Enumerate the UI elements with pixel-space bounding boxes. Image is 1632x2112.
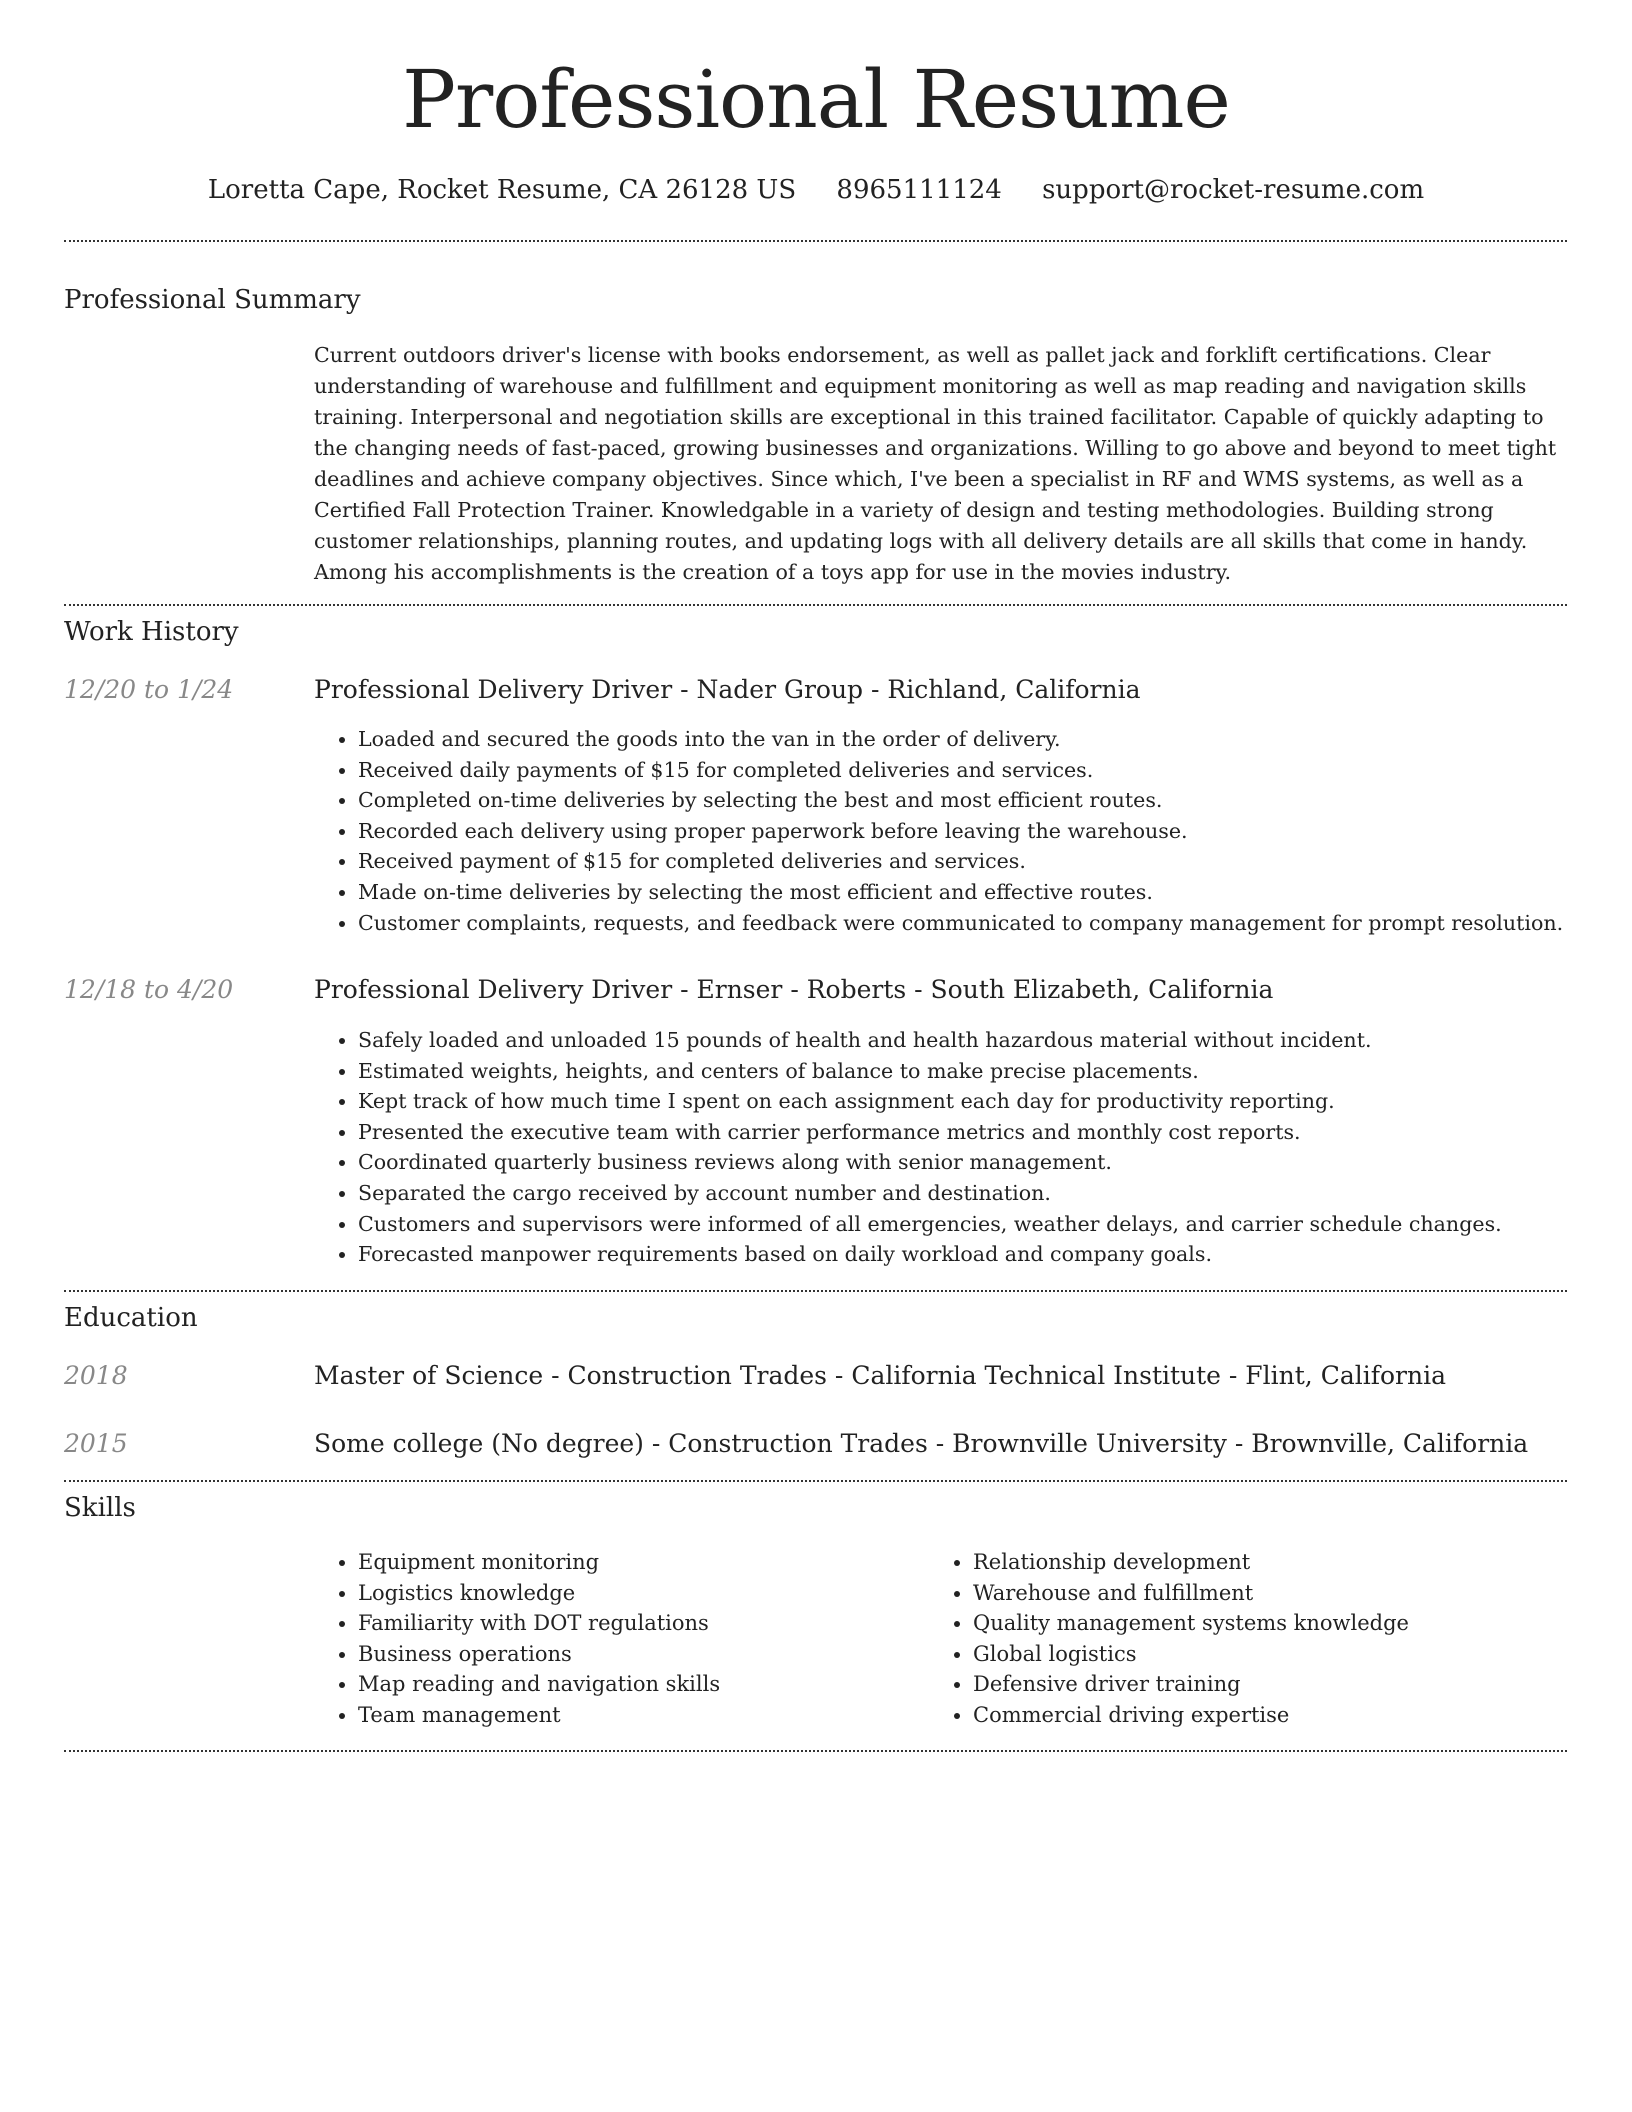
skills-list-left bbox=[314, 1547, 720, 1731]
list-item: • Presented the executive team with carrier performance metrics and monthly cost reports. bbox=[358, 1117, 1502, 1148]
list-item: • Received daily payments of $15 for completed deliveries and services. bbox=[358, 755, 1563, 786]
education-entry: Master of Science - Construction Trades - California Technical Institute - Flint, California bbox=[314, 1361, 1446, 1390]
list-item: • Completed on-time deliveries by selecting the best and most efficient routes. bbox=[358, 785, 1563, 816]
list-item: • Relationship development bbox=[973, 1547, 1409, 1578]
job-bullet-list bbox=[314, 724, 1563, 938]
list-item: • Coordinated quarterly business reviews along with senior management. bbox=[358, 1147, 1502, 1178]
list-item: • Received payment of $15 for completed deliveries and services. bbox=[358, 846, 1563, 877]
list-item: • Forecasted manpower requirements based on daily workload and company goals. bbox=[358, 1239, 1502, 1270]
divider bbox=[64, 1290, 1567, 1292]
list-item: • Separated the cargo received by account number and destination. bbox=[358, 1178, 1502, 1209]
job-dates: 12/20 to 1/24 bbox=[64, 675, 234, 704]
education-year: 2015 bbox=[64, 1429, 128, 1458]
job-title: Professional Delivery Driver - Ernser - Roberts - South Elizabeth, California bbox=[314, 975, 1274, 1004]
list-item: • Equipment monitoring bbox=[358, 1547, 720, 1578]
summary-heading: Professional Summary bbox=[64, 285, 361, 315]
contact-phone: 8965111124 bbox=[836, 175, 1002, 205]
list-item: • Business operations bbox=[358, 1639, 720, 1670]
work-history-heading: Work History bbox=[64, 617, 239, 647]
list-item: • Map reading and navigation skills bbox=[358, 1669, 720, 1700]
page-title: Professional Resume bbox=[402, 53, 1230, 146]
list-item: • Global logistics bbox=[973, 1639, 1409, 1670]
contact-email: support@rocket-resume.com bbox=[1042, 175, 1425, 205]
list-item: • Familiarity with DOT regulations bbox=[358, 1608, 720, 1639]
list-item: • Logistics knowledge bbox=[358, 1578, 720, 1609]
skills-list-right bbox=[929, 1547, 1409, 1731]
job-dates: 12/18 to 4/20 bbox=[64, 975, 234, 1004]
list-item: • Safely loaded and unloaded 15 pounds of health and health hazardous material without incident. bbox=[358, 1025, 1502, 1056]
list-item: • Loaded and secured the goods into the van in the order of delivery. bbox=[358, 724, 1563, 755]
list-item: • Kept track of how much time I spent on each assignment each day for productivity reporting. bbox=[358, 1086, 1502, 1117]
education-year: 2018 bbox=[64, 1361, 128, 1390]
divider bbox=[64, 604, 1567, 606]
list-item: • Warehouse and fulfillment bbox=[973, 1578, 1409, 1609]
list-item: • Customers and supervisors were informed of all emergencies, weather delays, and carrier schedule changes. bbox=[358, 1209, 1502, 1240]
divider bbox=[64, 1480, 1567, 1482]
list-item: • Estimated weights, heights, and centers of balance to make precise placements. bbox=[358, 1056, 1502, 1087]
job-title: Professional Delivery Driver - Nader Group - Richland, California bbox=[314, 675, 1141, 704]
list-item: • Commercial driving expertise bbox=[973, 1700, 1409, 1731]
list-item: • Quality management systems knowledge bbox=[973, 1608, 1409, 1639]
list-item: • Recorded each delivery using proper paperwork before leaving the warehouse. bbox=[358, 816, 1563, 847]
education-entry: Some college (No degree) - Construction Trades - Brownville University - Brownville, California bbox=[314, 1429, 1529, 1458]
contact-line bbox=[0, 170, 1632, 210]
contact-address: Loretta Cape, Rocket Resume, CA 26128 US bbox=[207, 175, 797, 205]
divider bbox=[64, 1750, 1567, 1752]
education-heading: Education bbox=[64, 1303, 198, 1333]
list-item: • Team management bbox=[358, 1700, 720, 1731]
divider bbox=[64, 240, 1567, 242]
list-item: • Made on-time deliveries by selecting the most efficient and effective routes. bbox=[358, 877, 1563, 908]
skills-heading: Skills bbox=[64, 1493, 136, 1523]
job-bullet-list bbox=[314, 1025, 1502, 1270]
list-item: • Defensive driver training bbox=[973, 1669, 1409, 1700]
list-item: • Customer complaints, requests, and feedback were communicated to company management for prompt resolution. bbox=[358, 908, 1563, 939]
summary-text: Current outdoors driver's license with books endorsement, as well as pallet jack and forklift certifications. Clear understanding of warehouse and fulfillment and equipment monitoring as well as map reading and navigation skills training. Interpersonal and negotiation skills are exceptional in this trained facilitator. Capable of quickly adapting to the changing needs of fast-paced, growing businesses and organizations. Willing to go above and beyond to meet tight deadlines and achieve company objectives. Since which, I've been a specialist in RF and WMS systems, as well as a Certified Fall Protection Trainer. Knowledgable in a variety of design and testing methodologies. Building strong customer relationships, planning routes, and updating logs with all delivery details are all skills that come in handy. Among his accomplishments is the creation of a toys app for use in the movies industry. bbox=[314, 343, 1557, 584]
